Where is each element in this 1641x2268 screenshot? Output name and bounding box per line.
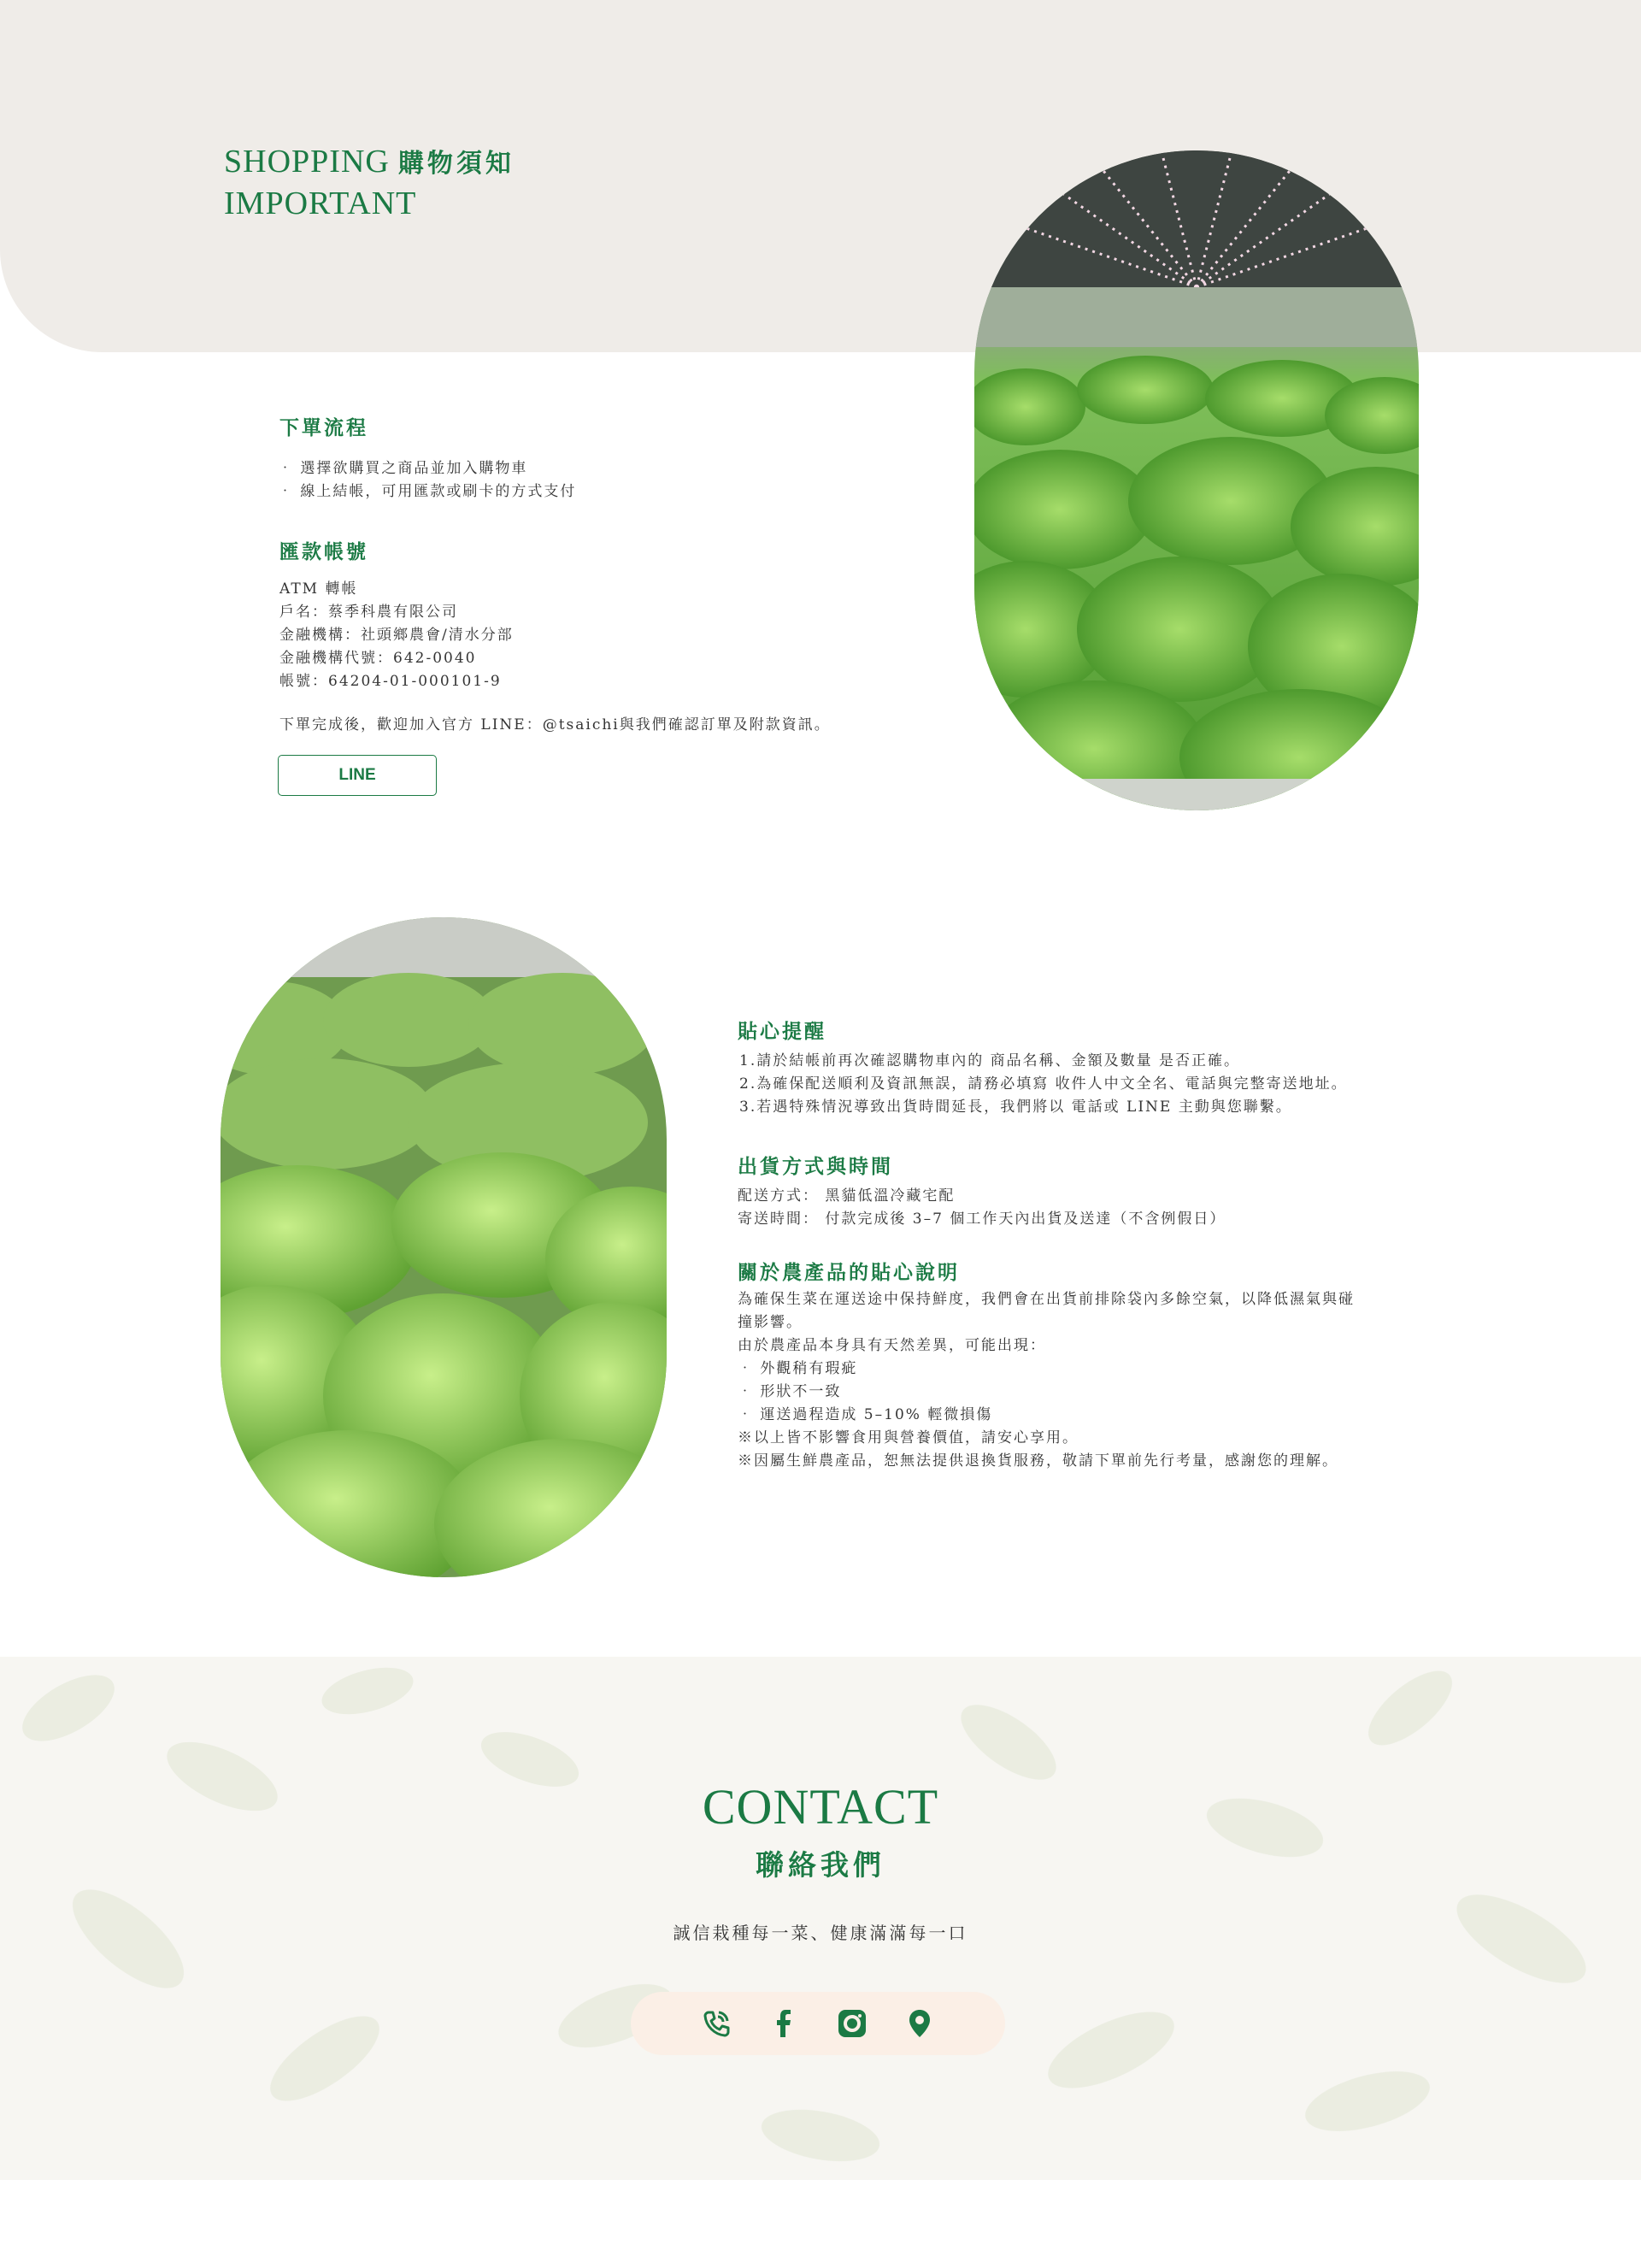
title-shopping: SHOPPING [224,144,390,180]
order-process-list [278,457,576,504]
page-title [224,142,515,223]
produce-notes-heading: 關於農產品的貼心說明 [738,1261,960,1284]
contact-icon-bar [631,1992,1005,2055]
instagram-icon[interactable] [835,2006,869,2041]
hydroponic-farm-photo [974,150,1419,810]
order-process-heading: 下單流程 [279,416,368,439]
line-button[interactable]: LINE [278,755,437,796]
produce-note-line: ※因屬生鮮農產品，恕無法提供退換貨服務，敬請下單前先行考量，感謝您的理解。 [738,1452,1338,1470]
reminder-item: 2.為確保配送順利及資訊無誤，請務必填寫 收件人中文全名、電話與完整寄送地址。 [739,1075,1348,1093]
produce-note-line: ‧ 運送過程造成 5–10% 輕微損傷 [738,1406,993,1423]
remittance-line: 金融機構：社頭鄉農會/清水分部 [279,627,514,644]
title-important: IMPORTANT [224,186,417,221]
produce-notes-list [738,1288,1355,1473]
produce-note-line: 由於農產品本身具有天然差異，可能出現： [738,1337,1046,1354]
phone-icon[interactable] [699,2006,733,2041]
line-note: 下單完成後，歡迎加入官方 LINE：@tsaichi與我們確認訂單及附款資訊。 [279,716,831,733]
produce-note-line: ‧ 外觀稍有瑕疵 [738,1360,858,1377]
shipping-line: 配送方式： 黑貓低溫冷藏宅配 [738,1187,956,1205]
remittance-heading: 匯款帳號 [279,540,368,563]
order-step: ‧ 線上結帳，可用匯款或刷卡的方式支付 [278,483,577,500]
title-zh: 購物須知 [397,149,515,179]
produce-note-line: 撞影響。 [738,1314,803,1331]
reminders-heading: 貼心提醒 [738,1020,826,1043]
reminder-item: 1.請於結帳前再次確認購物車內的 商品名稱、金額及數量 是否正確。 [739,1052,1241,1069]
reminder-item: 3.若遇特殊情況導致出貨時間延長，我們將以 電話或 LINE 主動與您聯繫。 [739,1099,1292,1116]
shipping-heading: 出貨方式與時間 [738,1155,893,1178]
leaf-pattern-decoration [0,1657,1641,2180]
produce-note-line: ‧ 形狀不一致 [738,1383,842,1400]
facebook-icon[interactable] [767,2006,801,2041]
remittance-details [279,578,514,693]
remittance-line: 帳號：64204-01-000101-9 [279,673,502,690]
shipping-details [738,1185,1226,1231]
contact-background [0,1657,1641,2180]
remittance-line: 戶名：蔡季科農有限公司 [279,604,458,621]
lettuce-photo [221,917,667,1577]
remittance-line: 金融機構代號：642-0040 [279,650,477,667]
produce-note-line: 為確保生菜在運送途中保持鮮度，我們會在出貨前排除袋內多餘空氣，以降低濕氣與碰 [738,1291,1355,1308]
reminders-list [739,1050,1348,1119]
shipping-line: 寄送時間： 付款完成後 3–7 個工作天內出貨及送達（不含例假日） [738,1211,1226,1228]
contact-title: CONTACT [702,1779,939,1835]
location-pin-icon[interactable] [903,2006,937,2041]
contact-subtitle: 聯絡我們 [756,1848,885,1882]
remittance-line: ATM 轉帳 [279,580,358,598]
contact-slogan: 誠信栽種每一菜、健康滿滿每一口 [673,1923,968,1943]
order-step: ‧ 選擇欲購買之商品並加入購物車 [278,460,528,477]
produce-note-line: ※以上皆不影響食用與營養價值，請安心享用。 [738,1429,1079,1446]
